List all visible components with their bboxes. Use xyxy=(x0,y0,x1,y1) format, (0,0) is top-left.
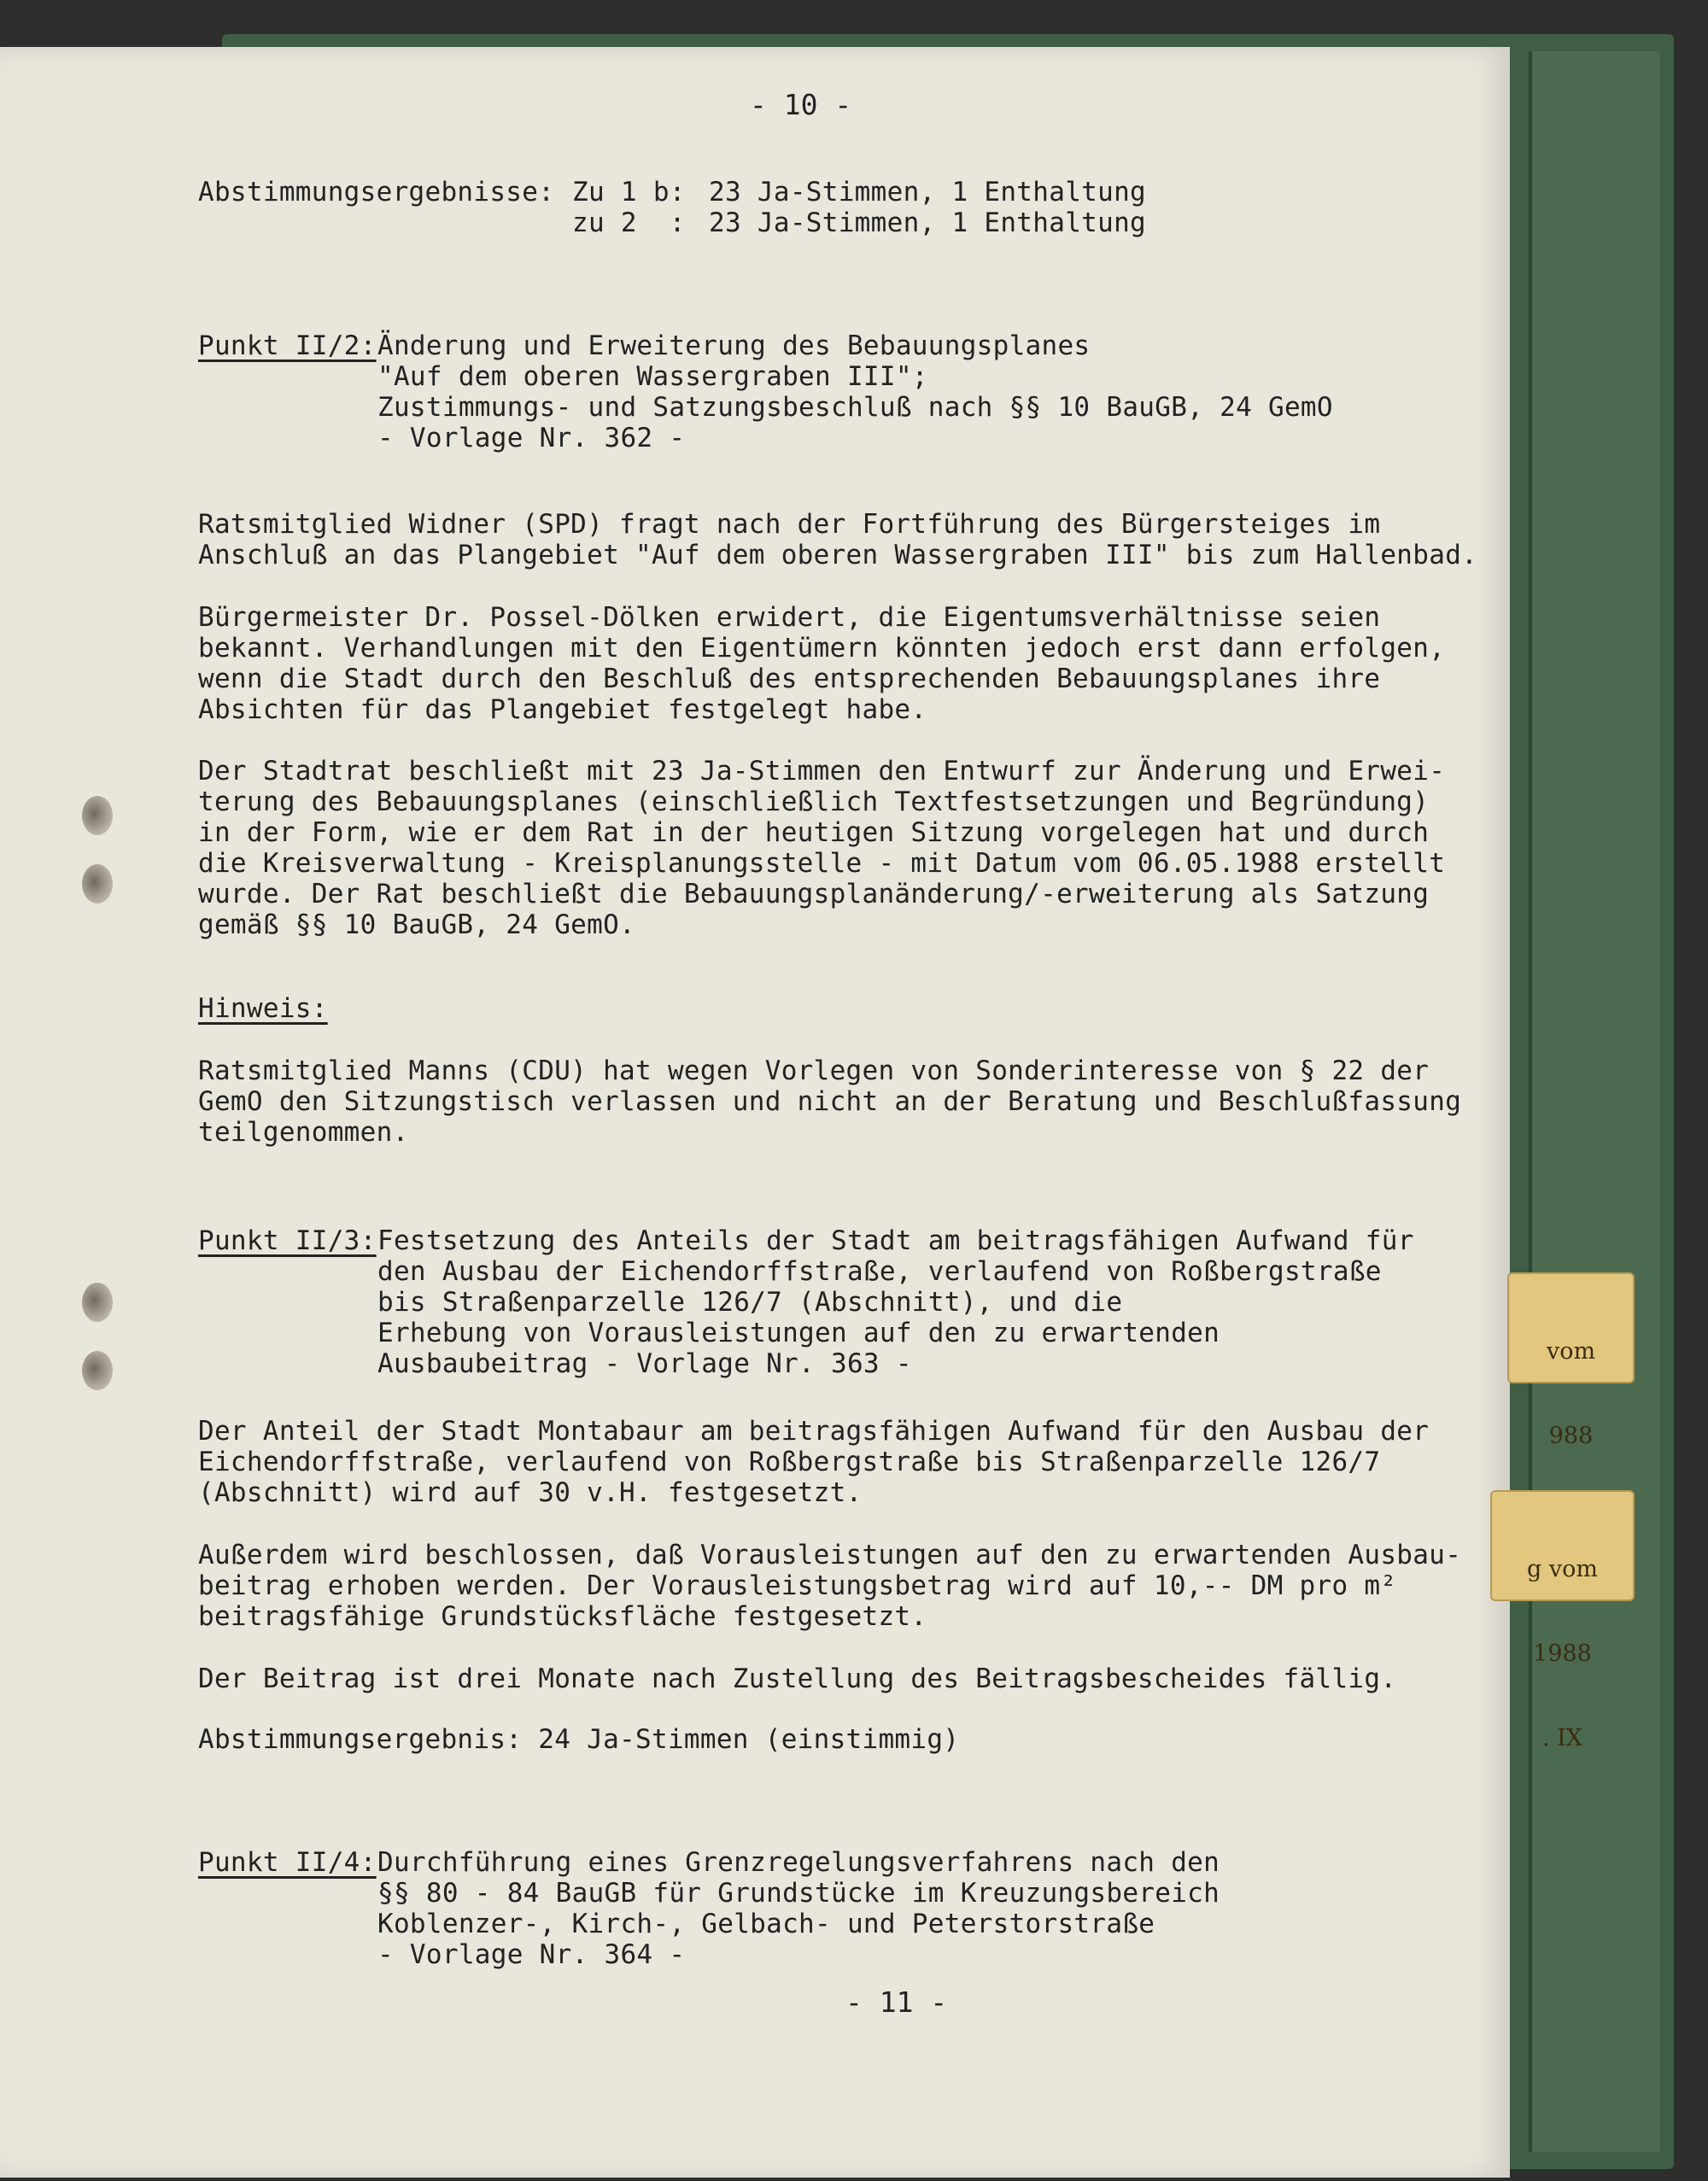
paragraph-line: terung des Bebauungsplanes (einschließlich Textfestsetzungen und Begründung) xyxy=(198,786,1430,817)
paragraph-line: wenn die Stadt durch den Beschluß des entsprechenden Bebauungsplanes ihre xyxy=(198,664,1381,694)
punkt-ii-3-title-line: Ausbaubeitrag - Vorlage Nr. 363 - xyxy=(377,1348,912,1379)
paragraph-line: (Abschnitt) wird auf 30 v.H. festgesetzt. xyxy=(198,1477,863,1508)
voting-result-2: 23 Ja-Stimmen, 1 Enthaltung xyxy=(709,208,1147,238)
punkt-ii-2-title-line: Zustimmungs- und Satzungsbeschluß nach §§ 10 BauGB, 24 GemO xyxy=(377,392,1333,423)
voting-result-1b: 23 Ja-Stimmen, 1 Enthaltung xyxy=(709,177,1147,208)
paragraph-line: beitrag erhoben werden. Der Vorausleistungsbetrag wird auf 10,-- DM pro m² xyxy=(198,1570,1397,1601)
punkt-ii-3-title-line: Erhebung von Vorausleistungen auf den zu erwartenden xyxy=(377,1318,1220,1348)
paragraph-line: Bürgermeister Dr. Possel-Dölken erwidert, die Eigentumsverhältnisse seien xyxy=(198,602,1381,633)
voting-results-label: Abstimmungsergebnisse: xyxy=(198,177,555,208)
punkt-ii-2-title-line: - Vorlage Nr. 362 - xyxy=(377,423,686,453)
page-number-bottom: - 11 - xyxy=(845,1985,948,2019)
punkt-ii-3-title-line: Festsetzung des Anteils der Stadt am beitragsfähigen Aufwand für xyxy=(377,1225,1414,1256)
page-number-top: - 10 - xyxy=(750,88,852,121)
punch-hole xyxy=(82,864,113,903)
hinweis-line: teilgenommen. xyxy=(198,1117,409,1148)
punkt-ii-4-label: Punkt II/4: xyxy=(198,1847,377,1878)
index-tab: vom 988 xyxy=(1507,1272,1635,1383)
punkt-ii-3-result: Abstimmungsergebnis: 24 Ja-Stimmen (einstimmig) xyxy=(198,1724,960,1755)
punkt-ii-4-title-line: §§ 80 - 84 BauGB für Grundstücke im Kreuzungsbereich xyxy=(377,1878,1220,1909)
paragraph-line: Ratsmitglied Widner (SPD) fragt nach der Fortführung des Bürgersteiges im xyxy=(198,509,1381,540)
paragraph-line: wurde. Der Rat beschließt die Bebauungsplanänderung/-erweiterung als Satzung xyxy=(198,879,1430,909)
punkt-ii-2-title-line: Änderung und Erweiterung des Bebauungsplanes xyxy=(377,330,1091,361)
hinweis-line: GemO den Sitzungstisch verlassen und nicht an der Beratung und Beschlußfassung xyxy=(198,1086,1462,1117)
paragraph-line: beitragsfähige Grundstücksfläche festgesetzt. xyxy=(198,1601,927,1632)
punkt-ii-4-title-line: Koblenzer-, Kirch-, Gelbach- und Peterstorstraße xyxy=(377,1909,1155,1939)
punch-hole xyxy=(82,1283,113,1322)
paragraph-line: die Kreisverwaltung - Kreisplanungsstelle - mit Datum vom 06.05.1988 erstellt xyxy=(198,848,1446,879)
paragraph-line: Anschluß an das Plangebiet "Auf dem oberen Wassergraben III" bis zum Hallenbad. xyxy=(198,540,1478,570)
binder-spine xyxy=(1529,51,1660,2152)
paragraph-line: Absichten für das Plangebiet festgelegt habe. xyxy=(198,694,927,725)
paragraph-line: Der Beitrag ist drei Monate nach Zustellung des Beitragsbescheides fällig. xyxy=(198,1664,1397,1694)
paragraph-line: Der Stadtrat beschließt mit 23 Ja-Stimmen den Entwurf zur Änderung und Erwei- xyxy=(198,756,1446,786)
hinweis-line: Ratsmitglied Manns (CDU) hat wegen Vorlegen von Sonderinteresse von § 22 der xyxy=(198,1055,1430,1086)
paragraph-line: Außerdem wird beschlossen, daß Vorausleistungen auf den zu erwartenden Ausbau- xyxy=(198,1540,1462,1570)
punkt-ii-3-label: Punkt II/3: xyxy=(198,1225,377,1256)
voting-item-2: zu 2 : xyxy=(572,208,686,238)
punkt-ii-4-title-line: - Vorlage Nr. 364 - xyxy=(377,1939,686,1970)
hinweis-label: Hinweis: xyxy=(198,993,328,1024)
index-tab: g vom 1988 . IX xyxy=(1490,1490,1635,1601)
paragraph-line: Der Anteil der Stadt Montabaur am beitragsfähigen Aufwand für den Ausbau der xyxy=(198,1416,1430,1447)
voting-item-1b: Zu 1 b: xyxy=(572,177,686,208)
punch-hole xyxy=(82,796,113,835)
punkt-ii-2-title-line: "Auf dem oberen Wassergraben III"; xyxy=(377,361,928,392)
paragraph-line: in der Form, wie er dem Rat in der heutigen Sitzung vorgelegen hat und durch xyxy=(198,817,1430,848)
punkt-ii-3-title-line: bis Straßenparzelle 126/7 (Abschnitt), und die xyxy=(377,1287,1123,1318)
punkt-ii-2-label: Punkt II/2: xyxy=(198,330,377,361)
paragraph-line: bekannt. Verhandlungen mit den Eigentümern könnten jedoch erst dann erfolgen, xyxy=(198,633,1446,664)
paragraph-line: Eichendorffstraße, verlaufend von Roßbergstraße bis Straßenparzelle 126/7 xyxy=(198,1447,1381,1477)
paragraph-line: gemäß §§ 10 BauGB, 24 GemO. xyxy=(198,909,636,940)
punkt-ii-3-title-line: den Ausbau der Eichendorffstraße, verlaufend von Roßbergstraße xyxy=(377,1256,1382,1287)
document-page xyxy=(0,47,1510,2178)
punkt-ii-4-title-line: Durchführung eines Grenzregelungsverfahrens nach den xyxy=(377,1847,1220,1878)
punch-hole xyxy=(82,1351,113,1390)
